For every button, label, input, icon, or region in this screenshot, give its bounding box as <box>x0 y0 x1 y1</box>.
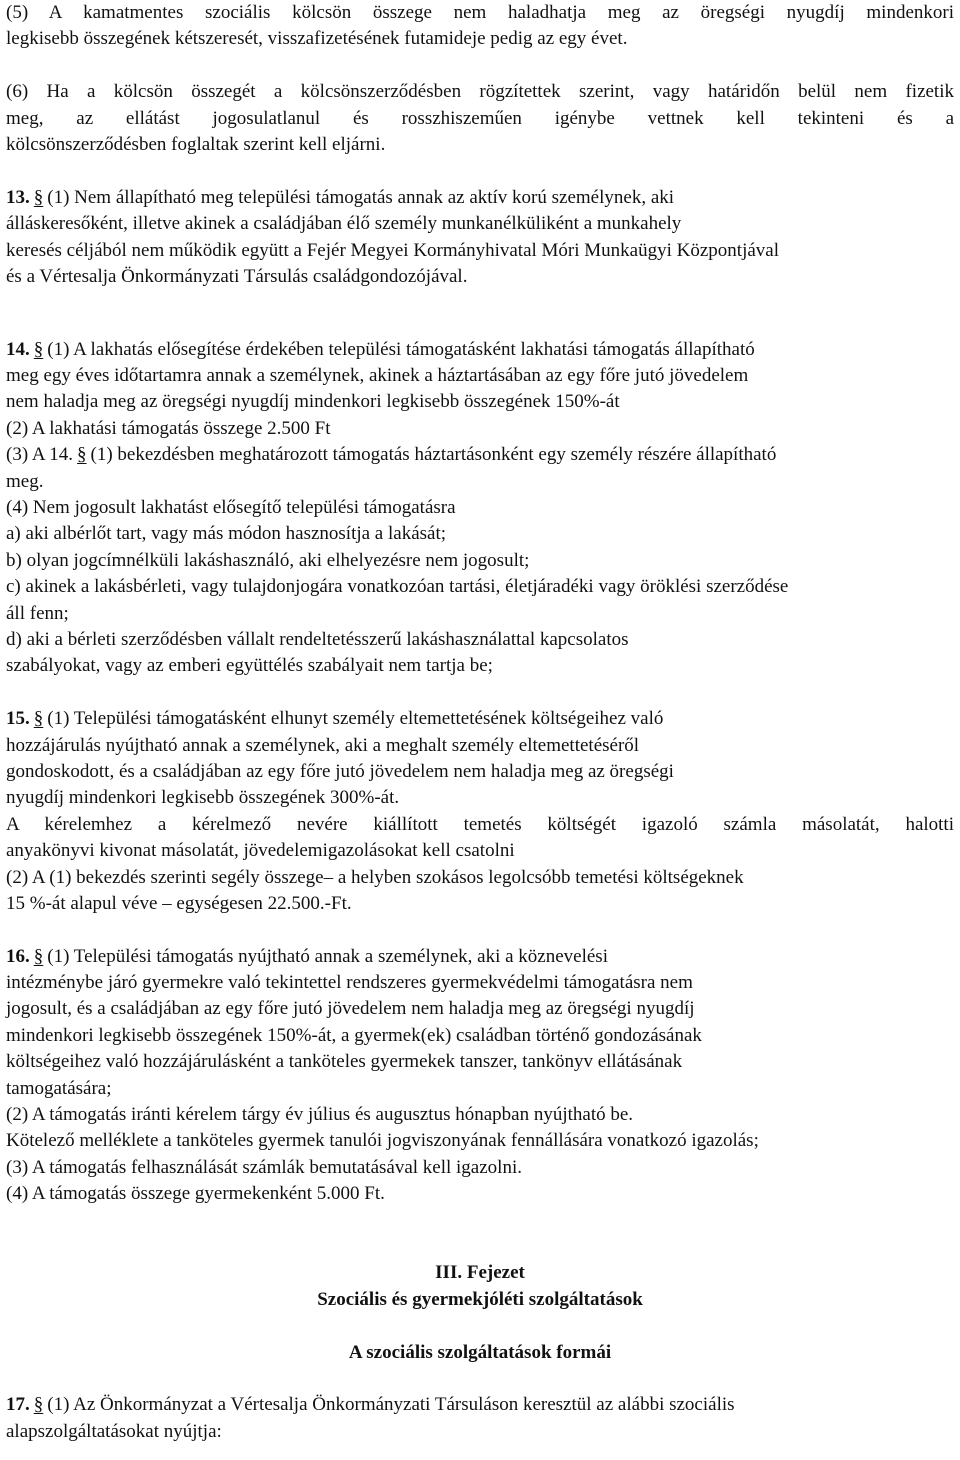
text-line: (5) A kamatmentes szociális kölcsön összege nem haladhatja meg az öregségi nyugdíj mindenkori <box>6 2 954 23</box>
paragraph-12-6 <box>6 79 954 158</box>
section-17 <box>6 1392 954 1445</box>
chapter-number: III. Fejezet <box>435 1262 525 1284</box>
text-line: a) aki albérlőt tart, vagy más módon hasznosítja a lakását; <box>6 523 447 545</box>
text-line: Kötelező melléklete a tanköteles gyermek tanulói jogviszonyának fennállására vonatkozó igazolás; <box>6 1130 759 1152</box>
text-line: anyakönyvi kivonat másolatát, jövedelemigazolásokat kell csatolni <box>6 840 515 862</box>
spacer <box>6 680 954 706</box>
text-line: áll fenn; <box>6 602 69 624</box>
text-line: tamogatására; <box>6 1077 112 1099</box>
spacer <box>6 1313 954 1339</box>
section-heading-line <box>6 1392 954 1418</box>
text-line: (3) A támogatás felhasználását számlák bemutatásával kell igazolni. <box>6 1156 522 1178</box>
text-fragment: (3) A 14. <box>6 444 74 466</box>
text-line: álláskeresőként, illetve akinek a családjában élő személy munkanélküliként a munkahely <box>6 213 682 235</box>
text-line: d) aki a bérleti szerződésben vállalt rendeltetésszerű lakáshasználattal kapcsolatos <box>6 628 629 650</box>
document-page <box>6 0 954 1445</box>
paragraph-sign: § <box>33 1394 44 1416</box>
text-line: 15 %-át alapul véve – egységesen 22.500.-Ft. <box>6 892 352 914</box>
text-line: gondoskodott, és a családjában az egy főre jutó jövedelem nem haladja meg az öregségi <box>6 760 674 782</box>
spacer <box>6 1234 954 1260</box>
text-line <box>6 442 954 468</box>
text-line: mindenkori legkisebb összegének 150%-át, a gyermek(ek) családban történő gondozásának <box>6 1024 702 1046</box>
section-16 <box>6 944 954 1208</box>
text-line: kölcsönszerződésben foglaltak szerint kell eljárni. <box>6 133 386 155</box>
text-line: (1) Nem állapítható meg települési támogatás annak az aktív korú személynek, aki <box>47 186 675 208</box>
section-15 <box>6 706 954 917</box>
text-line: A kérelemhez a kérelmező nevére kiállított temetés költségét igazoló számla másolatát, halotti <box>6 813 954 835</box>
paragraph-sign: § <box>33 945 44 967</box>
section-14 <box>6 337 954 680</box>
text-line: jogosult, és a családjában az egy főre jutó jövedelem nem haladja meg az öregségi nyugdíj <box>6 998 695 1020</box>
section-number: 13. <box>6 186 30 208</box>
text-line: (2) A lakhatási támogatás összege 2.500 Ft <box>6 417 331 439</box>
paragraph-sign: § <box>77 444 87 466</box>
spacer <box>6 1366 954 1392</box>
section-13 <box>6 185 954 291</box>
text-line: (1) Települési támogatásként elhunyt személy eltemettetésének költségeihez való <box>47 708 664 730</box>
text-line: (1) A lakhatás elősegítése érdekében települési támogatásként lakhatási támogatás állapítható <box>47 338 755 360</box>
section-number: 17. <box>6 1394 30 1416</box>
section-heading-line <box>6 706 954 732</box>
spacer <box>6 53 954 79</box>
spacer <box>6 317 954 337</box>
paragraph-sign: § <box>33 186 44 208</box>
text-line: meg, az ellátást jogosulatlanul és rosszhiszeműen igénybe vettnek kell tekinteni és a <box>6 107 954 129</box>
section-heading-line <box>6 337 954 363</box>
text-line: szabályokat, vagy az emberi együttélés szabályait nem tartja be; <box>6 655 493 677</box>
text-line: költségeihez való hozzájárulásként a tanköteles gyermekek tanszer, tankönyv ellátásának <box>6 1051 683 1073</box>
chapter-heading <box>6 1260 954 1366</box>
text-fragment: (1) bekezdésben meghatározott támogatás háztartásonként egy személy részére állapítható <box>90 444 777 466</box>
text-line: meg egy éves időtartamra annak a személynek, akinek a háztartásában az egy főre jutó jövedelem <box>6 365 749 387</box>
spacer <box>6 158 954 184</box>
chapter-subtitle: A szociális szolgáltatások formái <box>348 1341 612 1363</box>
text-line: (1) Települési támogatás nyújtható annak a személynek, aki a köznevelési <box>47 945 608 967</box>
text-line: legkisebb összegének kétszeresét, visszafizetésének futamideje pedig az egy évet. <box>6 28 628 50</box>
text-line: hozzájárulás nyújtható annak a személynek, aki a meghalt személy eltemettetéséről <box>6 734 640 756</box>
text-line: (6) Ha a kölcsön összegét a kölcsönszerződésben rögzítettek szerint, vagy határidőn belül nem fizetik <box>6 81 954 103</box>
section-heading-line <box>6 944 954 970</box>
section-number: 16. <box>6 945 30 967</box>
text-line: nyugdíj mindenkori legkisebb összegének 300%-át. <box>6 787 400 809</box>
text-line: (1) Az Önkormányzat a Vértesalja Önkormányzati Társuláson keresztül az alábbi szociális <box>47 1394 735 1416</box>
paragraph-12-5 <box>6 0 954 53</box>
text-line: (4) Nem jogosult lakhatást elősegítő települési támogatásra <box>6 497 456 519</box>
text-line: (4) A támogatás összege gyermekenként 5.000 Ft. <box>6 1183 385 1205</box>
text-line: intézménybe járó gyermekre való tekintettel rendszeres gyermekvédelmi támogatásra nem <box>6 972 693 994</box>
paragraph-sign: § <box>33 338 44 360</box>
spacer <box>6 290 954 316</box>
text-line: c) akinek a lakásbérleti, vagy tulajdonjogára vonatkozóan tartási, életjáradéki vagy öröklési szerződése <box>6 576 789 598</box>
text-line: (2) A (1) bekezdés szerinti segély összege– a helyben szokásos legolcsóbb temetési költségeknek <box>6 866 744 888</box>
spacer <box>6 917 954 943</box>
text-line: (2) A támogatás iránti kérelem tárgy év július és augusztus hónapban nyújtható be. <box>6 1104 634 1126</box>
text-line: meg. <box>6 470 44 492</box>
text-line: keresés céljából nem működik együtt a Fejér Megyei Kormányhivatal Móri Munkaügyi Központjával <box>6 239 779 261</box>
section-number: 14. <box>6 338 30 360</box>
section-heading-line <box>6 185 954 211</box>
text-line: alapszolgáltatásokat nyújtja: <box>6 1420 222 1442</box>
text-line: nem haladja meg az öregségi nyugdíj mindenkori legkisebb összegének 150%-át <box>6 391 620 413</box>
section-number: 15. <box>6 708 30 730</box>
spacer <box>6 1208 954 1234</box>
chapter-title: Szociális és gyermekjóléti szolgáltatások <box>317 1288 643 1310</box>
paragraph-sign: § <box>33 708 44 730</box>
text-line: és a Vértesalja Önkormányzati Társulás családgondozójával. <box>6 265 468 287</box>
text-line: b) olyan jogcímnélküli lakáshasználó, aki elhelyezésre nem jogosult; <box>6 549 530 571</box>
